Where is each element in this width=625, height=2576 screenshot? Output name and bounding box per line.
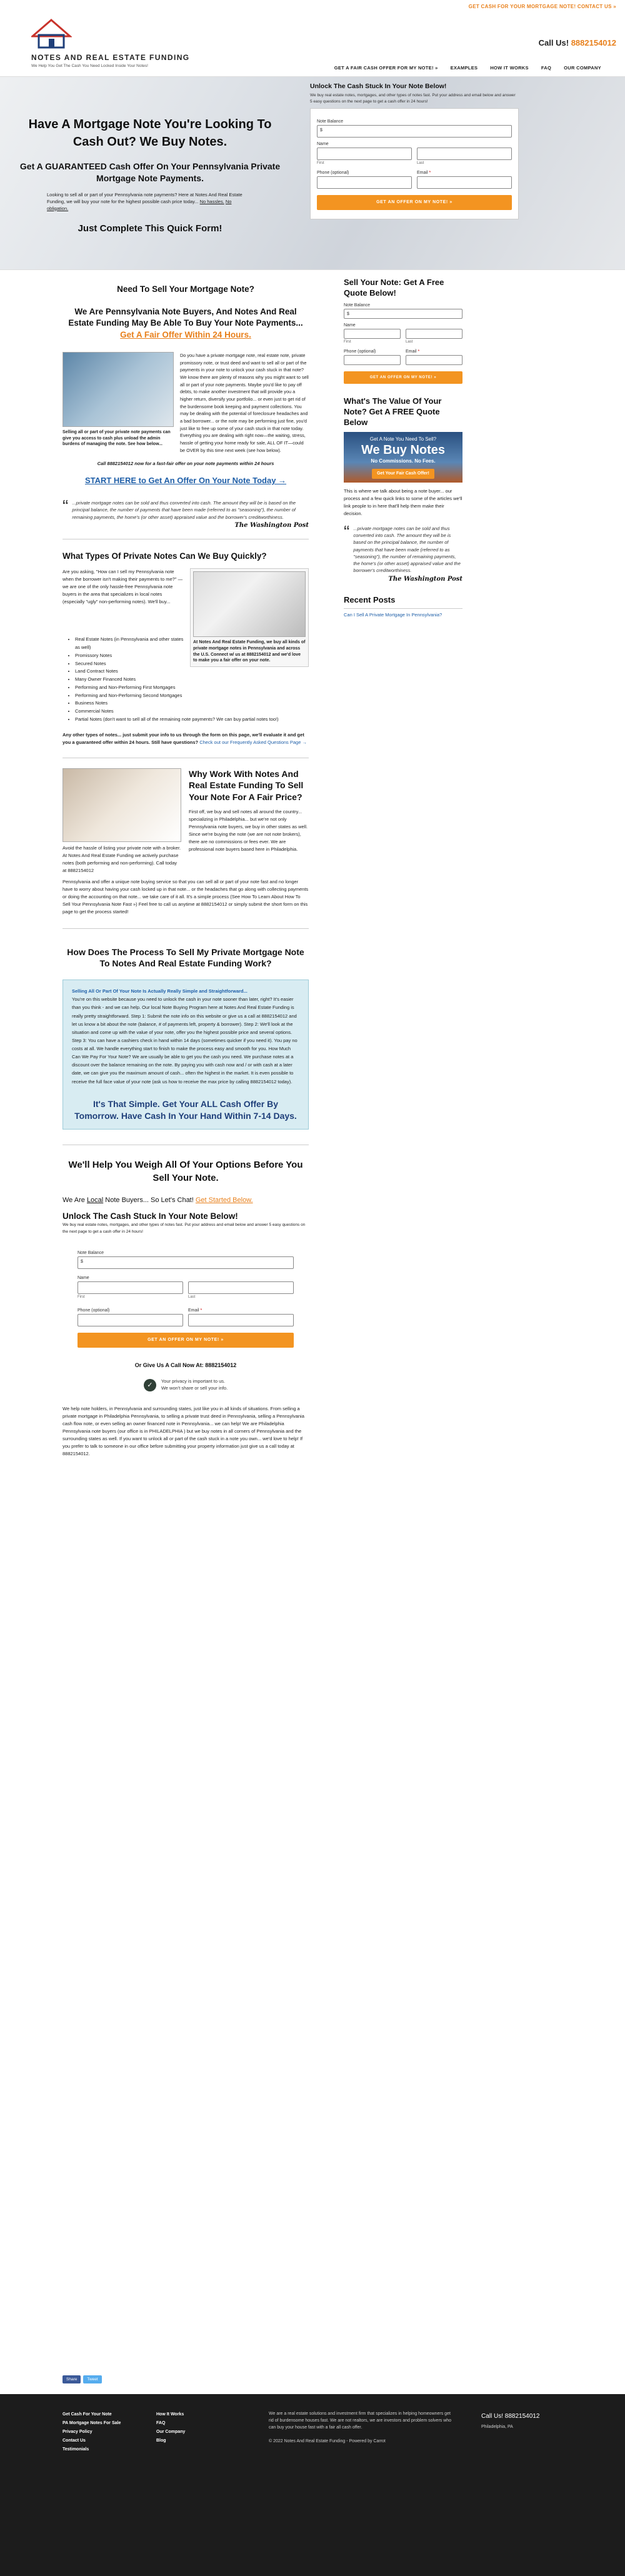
section5-body: We help note holders, in Pennsylvania and surrounding states, just like you in all kinds of situations. From selling a private mortgage in Philadelphia Pennsylvania, to selling a private trust deed in Pennsylvania, selling a Pennsylvania cash flow note, or even selling an owner financed note in Pennsylvania... we can help! We are Philadelphia Pennsylvania note buyers (our office is in PHILADELPHIA ) but we buy notes in all corners of Pennsylvania and the surrounding states as well. If you want to unlock all or part of the cash stuck in a note you own... we'd love to help! If you prefer to talk to someone in our office before submitting your property information just give us a call today at 8882154012. bbox=[62, 1406, 304, 1457]
sidebar-first-input[interactable] bbox=[344, 329, 401, 339]
quote-mark-icon: “ bbox=[62, 496, 69, 516]
sidebar-quote: “ ...private mortgage notes can be sold and thus converted into cash. The amount they will be is based on the principal balance, the number of payments that have been made (referred to as "seasoning"), the number of remaining payments, the home's (or other asset) appraised value and the borrower's creditworthiness. The Washington Post bbox=[344, 521, 462, 583]
twitter-tweet-button[interactable]: Tweet bbox=[83, 2375, 101, 2383]
top-banner-link[interactable]: GET CASH FOR YOUR MORTGAGE NOTE! CONTACT US » bbox=[0, 0, 625, 14]
quote-source: The Washington Post bbox=[234, 521, 309, 529]
footer-link[interactable]: How It Works bbox=[156, 2412, 184, 2417]
list-item: • Real Estate Notes (in Pennsylvania and other states as well) bbox=[75, 636, 188, 652]
section5-title: We'll Help You Weigh All Of Your Options Before You Sell Your Note. bbox=[68, 1160, 303, 1183]
footer-about: We are a real estate solutions and investment firm that specializes in helping homeowners get rid of burdensome houses fast. We are not realtors, we are investors and problem solvers who can buy your house fast with a fair all cash offer. bbox=[269, 2412, 452, 2430]
section3-img-caption: Avoid the hassle of listing your private note with a broker. At Notes And Real Estate Funding we actively purchase notes (both performing and non-performing). Call today at 8882154012 bbox=[62, 844, 181, 873]
quote-mark-icon: “ bbox=[344, 521, 350, 541]
get-offer-button[interactable]: GET AN OFFER ON MY NOTE! » bbox=[317, 195, 512, 210]
site-header bbox=[0, 14, 625, 76]
last-name-input-2[interactable] bbox=[188, 1281, 294, 1294]
note-balance-input[interactable]: $ bbox=[317, 125, 512, 138]
list-item: • Secured Notes bbox=[75, 660, 188, 668]
sidebar-last-input[interactable] bbox=[406, 329, 462, 339]
list-item: • Performing and Non-Performing First Mortgages bbox=[75, 684, 188, 692]
name-label: Name bbox=[317, 142, 329, 147]
footer-link[interactable]: FAQ bbox=[156, 2421, 166, 2425]
list-item: • Commercial Notes bbox=[75, 708, 300, 716]
form-desc: We buy real estate notes, mortgages, and other types of notes fast. Put your address and email below and answer 5 easy questions on the next page to get a cash offer in 24 hours! bbox=[310, 93, 516, 104]
privacy-notice: ✓ Your privacy is important to us. We won't share or sell your info. bbox=[62, 1378, 309, 1391]
footer-address: Philadelphia, PA bbox=[481, 2425, 513, 2429]
last-name-input[interactable] bbox=[417, 148, 512, 160]
nav-get-offer[interactable]: GET A FAIR CASH OFFER FOR MY NOTE! » bbox=[334, 65, 438, 71]
note-document-photo bbox=[193, 571, 306, 637]
section2-img-caption: At Notes And Real Estate Funding, we buy all kinds of private mortgage notes in Pennsylvania and across the U.S. Connect w/ us at 8882154012 and we'd love to make you a fair offer on your note. bbox=[193, 640, 306, 663]
sidebar-email-input[interactable] bbox=[406, 355, 462, 365]
section3-body2: Pennsylvania and offer a unique note buying service so that you can sell all or part of your note fast and no longer have to worry about having your cash locked up in that note... or the headaches that go along with collecting payments or doing the accounting on that note... we take care of it all. It's a simple process (See How To Learn About How To Sell Your Pennsylvania Note Fast ») Feel free to call us anytime at 8882154012 or simply submit the short form on this page to get the process started! bbox=[62, 878, 309, 915]
process-closing: It's That Simple. Get Your ALL Cash Offer By Tomorrow. Have Cash In Your Hand Within 7-14 Days. bbox=[74, 1098, 297, 1121]
footer-call[interactable]: Call Us! 8882154012 bbox=[481, 2413, 540, 2420]
facebook-share-button[interactable]: Share bbox=[62, 2375, 81, 2383]
we-buy-notes-banner[interactable]: Get A Note You Need To Sell? We Buy Notes No Commissions. No Fees. Get Your Fair Cash Offer! bbox=[344, 432, 462, 483]
last-label: Last bbox=[417, 161, 424, 166]
process-lead: Selling All Or Part Of Your Note Is Actually Really Simple and Straightforward... bbox=[72, 988, 248, 995]
section1-img-caption: Selling all or part of your private note payments can give you access to cash plus unload the admin burdens of managing the note. See how below... bbox=[62, 429, 171, 447]
hero-headline: Have A Mortgage Note You're Looking To Cash Out? We Buy Notes. bbox=[28, 118, 272, 149]
process-body: You're on this website because you need to unlock the cash in your note sooner than later, right? It's easier than you think - and we can help. Our local Note Buying Program here at Notes And Real Estate Funding is really pretty straightforward. Step 1: Submit the note info on this website or give us a call at 8882154012 and let us know a bit about the note (balance, # of payments left, property & borrower). Step 2: We'll look at the situation and come up with the value of your note, offer you the highest possible price and several options. Step 3: You can have a cashiers check in hand within 14 days (sometimes quicker if you need it). You pay no costs at all. We handle everything start to finish to make the process easy and smooth for you. How Much Can We Pay For Your Note? We are usually be able to get you the cash you need. We purchase notes at a discount over the balance remaining on the note. By paying you with cash now and / or with cash at a later date, we can give you the maximum amount of cash... often the highest in the market. It is even possible to receive the full face value of your note (ask us how to receive the max price by calling 8882154012 today). bbox=[72, 996, 298, 1085]
section1-title: Need To Sell Your Mortgage Note? bbox=[117, 284, 254, 294]
sidebar-note-balance-input[interactable]: $ bbox=[344, 309, 462, 319]
nav-examples[interactable]: EXAMPLES bbox=[450, 65, 478, 71]
site-footer bbox=[0, 2394, 625, 2576]
fair-offer-link[interactable]: Get A Fair Offer Within 24 Hours. bbox=[120, 329, 251, 339]
list-item: • Performing and Non-Performing Second Mortgages bbox=[75, 692, 300, 700]
house-logo-icon[interactable] bbox=[31, 19, 72, 50]
faq-link[interactable]: Check out our Frequently Asked Questions Page → bbox=[199, 739, 307, 745]
list-item: • Many Owner Financed Notes bbox=[75, 676, 188, 684]
footer-link[interactable]: Get Cash For Your Note bbox=[62, 2412, 112, 2417]
footer-link[interactable]: Our Company bbox=[156, 2430, 186, 2434]
hero-form bbox=[310, 82, 519, 219]
nav-our-company[interactable]: OUR COMPANY bbox=[564, 65, 601, 71]
section2-intro: Are you asking, "How can I sell my Pennsylvania note when the borrower isn't making their payments to me?" — we are one of the only hassle-free Pennsylvania note buyers in the area that specializes in local notes (especially "ugly" non-performing notes). We'll buy... bbox=[62, 569, 183, 605]
nav-faq[interactable]: FAQ bbox=[541, 65, 552, 71]
brand-name: NOTES AND REAL ESTATE FUNDING bbox=[31, 53, 190, 62]
section3-body1: First off, we buy and sell notes all around the country... specializing in Philadelphia... but we're not only Pennsylvania note buyers, we buy in other states as well. Since we're buying the note (we are not note brokers), there are no commissions or fees ever. We are professional note buyers based here in Philadelphia. bbox=[189, 809, 308, 853]
note-balance-label: Note Balance bbox=[78, 1250, 104, 1255]
or-call-line: Or Give Us A Call Now At: 8882154012 bbox=[134, 1362, 237, 1369]
hero-cta: Just Complete This Quick Form! bbox=[78, 223, 222, 234]
section3-title: Why Work With Notes And Real Estate Funding To Sell Your Note For A Fair Price? bbox=[189, 768, 304, 803]
sidebar-value-title: What's The Value Of Your Note? Get A FREE Quote Below bbox=[344, 396, 442, 427]
get-started-link[interactable]: Get Started Below. bbox=[195, 1196, 253, 1204]
section2-outro: Any other types of notes... just submit your info to us through the form on this page, we'll evaluate it and get you a guaranteed offer within 24 hours. Still have questions? Check out our Frequently Asked Questions Page → bbox=[62, 731, 307, 745]
phone-input-2[interactable] bbox=[78, 1314, 183, 1326]
wapo-quote: “ ...private mortgage notes can be sold and thus converted into cash. The amount they will be is based on the principal balance, the number of payments that have been made (referred to as "seasoning"), the number of remaining payments, the home's (or other asset) appraised value and the borrower's creditworthiness. The Washington Post bbox=[62, 496, 309, 529]
phone-input[interactable] bbox=[317, 176, 412, 189]
hero-section bbox=[0, 76, 625, 270]
section1-body: Do you have a private mortgage note, real estate note, private promissory note, or trust deed and want to sell all or part of the payments in your note to unlock your cash stuck in that note? We know there are plenty of reasons why you might want to sell all or part of your note payments. Maybe you'd like to pay off debts, to make another investment that will provide you a higher return, diversify your portfolio... or even just to get rid of the burdensome book keeping and payment collections. You may be dealing with the potential of foreclosure headaches and a bad borrower... or the note may be performing just fine, you'd just like to free up some of your cash stuck in that note today. Everything you are dealing with right now—the waiting, stress, hassle of getting your home ready for sale, ALL OF IT—could be OVER by this time next week (see how below). bbox=[180, 352, 309, 453]
section1-subtitle: We Are Pennsylvania Note Buyers, And Notes And Real Estate Funding May Be Able To Buy Your Note Payments... Get A Fair Offer Within 24 Hours. bbox=[68, 307, 303, 339]
share-buttons bbox=[62, 2375, 102, 2383]
email-input-2[interactable] bbox=[188, 1314, 294, 1326]
footer-link[interactable]: Contact Us bbox=[62, 2438, 86, 2443]
recent-posts-title: Recent Posts bbox=[344, 594, 396, 604]
seniors-photo bbox=[62, 768, 181, 842]
note-types-list-cont bbox=[62, 692, 300, 724]
footer-link[interactable]: Blog bbox=[156, 2438, 166, 2443]
sidebar-value-body: This is where we talk about being a note buyer... our process and a few quick links to some of the articles we'll link people to in here that'll help them make their decision. bbox=[344, 488, 462, 516]
main-nav bbox=[334, 65, 601, 72]
list-item: • Partial Notes (don't want to sell all of the remaining note payments? We can buy partial notes too!) bbox=[75, 716, 300, 724]
call-line: Call 8882154012 now for a fast-fair offer on your note payments within 24 hours bbox=[97, 461, 274, 467]
first-label: First bbox=[317, 161, 324, 166]
footer-link[interactable]: Privacy Policy bbox=[62, 2430, 92, 2434]
sidebar-phone-input[interactable] bbox=[344, 355, 401, 365]
local-note-buyers: We Are Local Note Buyers... So Let's Chat! Get Started Below. bbox=[62, 1196, 253, 1204]
phone-label: Phone (optional) bbox=[317, 171, 349, 176]
recent-post-link[interactable]: Can I Sell A Private Mortgage In Pennsylvania? bbox=[344, 611, 442, 618]
hero-body: Looking to sell all or part of your Pennsylvania note payments? Here at Notes And Real Estate Funding, we will buy your note for the highest possible cash price today... No hassles. No obligation. bbox=[47, 191, 242, 211]
first-name-input[interactable] bbox=[317, 148, 412, 160]
sidebar-form-title: Sell Your Note: Get A Free Quote Below! bbox=[344, 278, 444, 298]
footer-copyright: © 2022 Notes And Real Estate Funding - Powered by Carrot bbox=[269, 2438, 386, 2443]
list-item: • Land Contract Notes bbox=[75, 668, 188, 676]
email-label: Email * bbox=[417, 171, 431, 176]
first-name-input-2[interactable] bbox=[78, 1281, 183, 1294]
section4-title: How Does The Process To Sell My Private Mortgage Note To Notes And Real Estate Funding Work? bbox=[67, 946, 304, 969]
list-item: • Promissory Notes bbox=[75, 652, 188, 660]
email-input[interactable] bbox=[417, 176, 512, 189]
process-box bbox=[62, 980, 309, 1130]
form-title: Unlock The Cash Stuck In Your Note Below! bbox=[310, 83, 447, 90]
section5-form-desc: We buy real estate notes, mortgages, and other types of notes fast. Put your address and email below and answer 5 easy questions on the next page to get a cash offer in 24 hours! bbox=[62, 1223, 306, 1234]
footer-link[interactable]: PA Mortgage Notes For Sale bbox=[62, 2421, 121, 2425]
note-balance-input-2[interactable]: $ bbox=[78, 1256, 294, 1269]
list-item: • Business Notes bbox=[75, 699, 300, 708]
get-offer-button-2[interactable]: GET AN OFFER ON MY NOTE! » bbox=[78, 1333, 294, 1348]
section2-title: What Types Of Private Notes Can We Buy Quickly? bbox=[62, 551, 267, 561]
sidebar-get-offer-button[interactable]: GET AN OFFER ON MY NOTE! » bbox=[344, 371, 462, 384]
section5-form-title: Unlock The Cash Stuck In Your Note Below! bbox=[62, 1211, 238, 1221]
brand-tagline: We Help You Get The Cash You Need Locked Inside Your Notes! bbox=[31, 64, 148, 69]
hero-subheadline: Get A GUARANTEED Cash Offer On Your Pennsylvania Private Mortgage Note Payments. bbox=[19, 161, 281, 183]
couple-photo bbox=[62, 352, 174, 427]
note-balance-label: Note Balance bbox=[317, 119, 344, 124]
start-here-link[interactable]: START HERE to Get An Offer On Your Note Today → bbox=[84, 476, 287, 486]
nav-how-it-works[interactable]: HOW IT WORKS bbox=[490, 65, 529, 71]
name-label: Name bbox=[78, 1276, 89, 1281]
lock-icon: ✓ bbox=[144, 1379, 156, 1391]
header-call[interactable]: Call Us! 8882154012 bbox=[538, 38, 616, 48]
footer-link[interactable]: Testimonials bbox=[62, 2447, 89, 2452]
